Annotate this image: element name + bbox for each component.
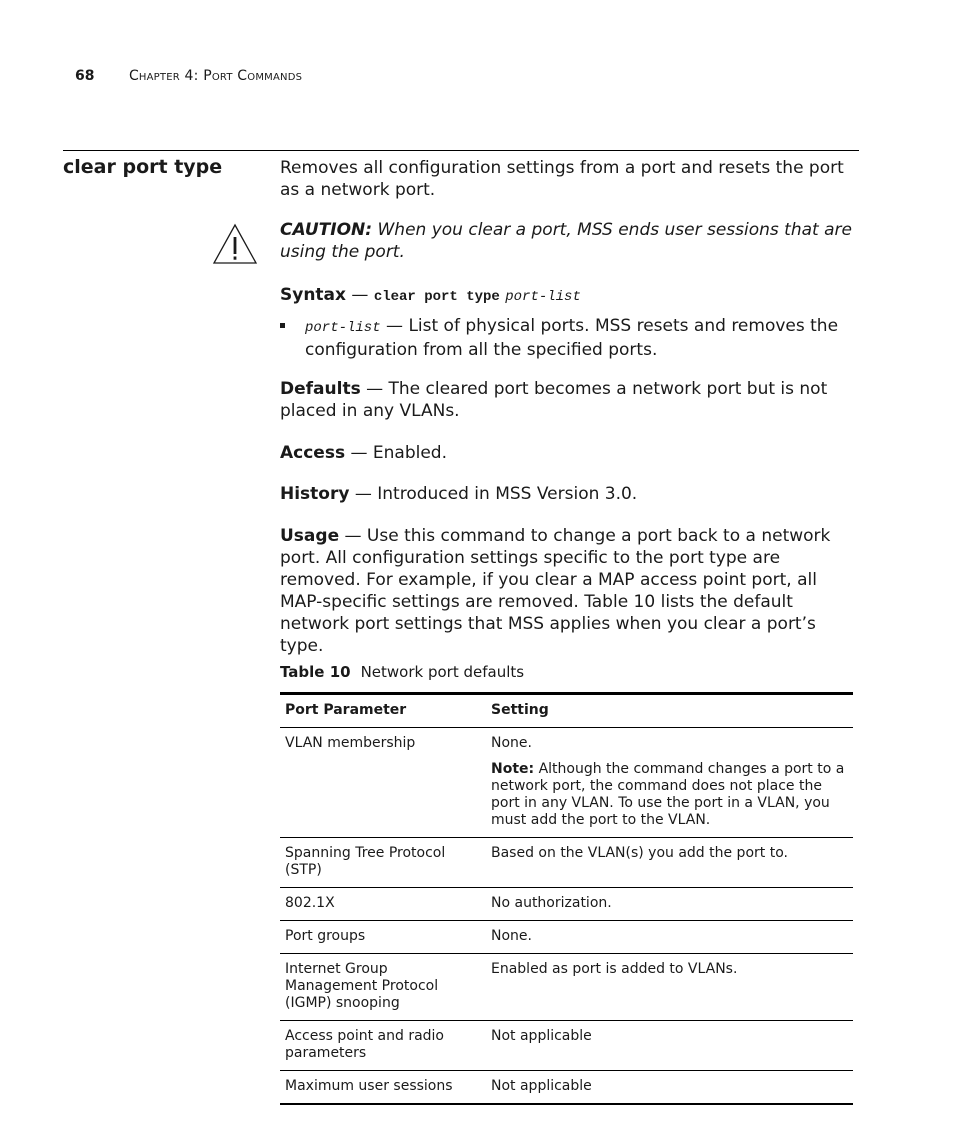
setting-note — [491, 761, 848, 829]
syntax-command: clear port type — [373, 289, 500, 305]
parameter-description: List of physical ports. MSS resets and removes the configuration from all the specified ports. — [305, 316, 839, 360]
history-dash: — — [349, 484, 378, 504]
note-label: Note: — [491, 761, 535, 777]
setting-cell — [486, 728, 853, 838]
chapter-title: Chapter 4: Port Commands — [128, 68, 303, 84]
port-parameter-cell: Spanning Tree Protocol (STP) — [285, 845, 446, 878]
port-parameter-cell: Internet Group Management Protocol (IGMP) snooping — [285, 961, 439, 1011]
caution-icon — [212, 223, 258, 265]
page-number: 68 — [75, 68, 95, 84]
access-paragraph — [280, 442, 860, 464]
setting-cell: Not applicable — [491, 1028, 592, 1044]
defaults-label: Defaults — [280, 379, 361, 399]
command-title: clear port type — [63, 156, 223, 178]
setting-cell: None. — [491, 928, 532, 944]
parameter-name: port-list — [305, 320, 381, 336]
port-parameter-cell: 802.1X — [285, 895, 335, 911]
network-port-defaults-table — [280, 692, 853, 1105]
defaults-paragraph — [280, 378, 860, 422]
syntax-argument: port-list — [505, 289, 581, 305]
table-row — [280, 954, 853, 1021]
table-number: Table 10 — [280, 663, 351, 681]
history-label: History — [280, 484, 350, 504]
access-label: Access — [280, 443, 346, 463]
bullet-icon — [280, 323, 285, 328]
usage-label: Usage — [280, 526, 340, 546]
table-title: Network port defaults — [360, 663, 525, 681]
history-paragraph — [280, 483, 860, 505]
usage-dash: — — [339, 526, 367, 546]
usage-text: Use this command to change a port back to a network port. All configuration settings specific to the port type are removed. For example, if you clear a MAP access point port, all MAP-specific settings are removed. Table 10 lists the default network port settings that MSS applies when you clear a port’s type. — [280, 526, 831, 656]
note-text: Although the command changes a port to a network port, the command does not place the port in any VLAN. To use the port in a VLAN, you must add the port to the VLAN. — [491, 761, 845, 828]
table-row — [280, 888, 853, 921]
access-text: Enabled. — [372, 443, 447, 463]
table-row — [280, 728, 853, 838]
history-text: Introduced in MSS Version 3.0. — [377, 484, 638, 504]
defaults-dash: — — [360, 379, 389, 399]
parameter-item — [305, 315, 860, 361]
caution-text: When you clear a port, MSS ends user sessions that are using the port. — [280, 220, 852, 262]
setting-cell: No authorization. — [491, 895, 612, 911]
column-header: Port Parameter — [285, 702, 407, 718]
table-row — [280, 838, 853, 888]
defaults-text: The cleared port becomes a network port but is not placed in any VLANs. — [280, 379, 828, 421]
syntax-label: Syntax — [280, 285, 346, 305]
usage-paragraph — [280, 525, 860, 657]
running-head — [75, 68, 302, 84]
table-row — [280, 1021, 853, 1071]
table-caption — [280, 663, 524, 681]
port-parameter-cell: VLAN membership — [285, 735, 416, 751]
setting-value: None. — [491, 735, 532, 751]
section-divider — [63, 150, 859, 151]
setting-cell: Based on the VLAN(s) you add the port to. — [491, 845, 788, 861]
port-parameter-cell: Maximum user sessions — [285, 1078, 453, 1094]
syntax-line — [280, 284, 860, 308]
caution-label: CAUTION: — [280, 220, 373, 240]
table-row — [280, 1071, 853, 1105]
setting-cell: Enabled as port is added to VLANs. — [491, 961, 738, 977]
port-parameter-cell: Port groups — [285, 928, 366, 944]
column-header: Setting — [491, 702, 549, 718]
syntax-dash: — — [346, 285, 374, 305]
command-description: Removes all configuration settings from a port and resets the port as a network port. — [280, 158, 844, 200]
caution-note — [280, 219, 860, 263]
table-header-row — [280, 694, 853, 728]
setting-cell: Not applicable — [491, 1078, 592, 1094]
port-parameter-cell: Access point and radio parameters — [285, 1028, 444, 1061]
table-row — [280, 921, 853, 954]
parameter-dash: — — [380, 316, 409, 336]
access-dash: — — [345, 443, 373, 463]
